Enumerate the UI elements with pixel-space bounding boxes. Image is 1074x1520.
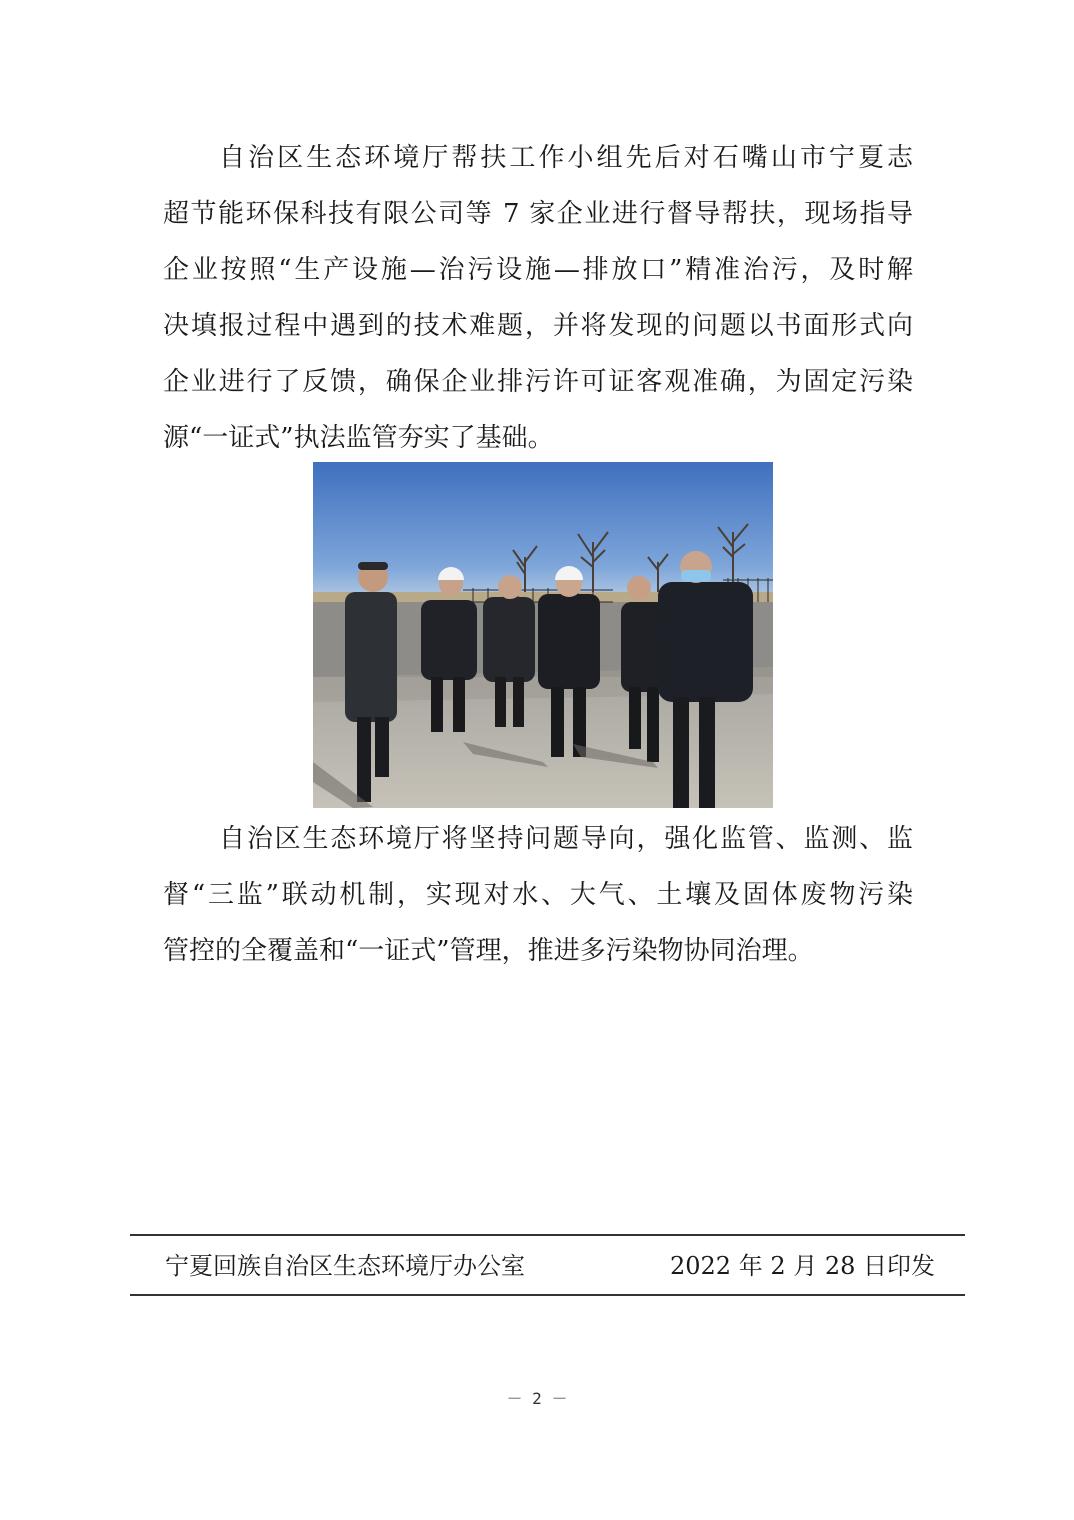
paragraph-line: 决填报过程中遇到的技术难题，并将发现的问题以书面形式向: [163, 311, 913, 341]
paragraph-assistance: [163, 130, 913, 466]
paragraph-line: 企业按照“生产设施—治污设施—排放口”精准治污，及时解: [163, 255, 913, 285]
footer-bottom-rule: [130, 1294, 965, 1296]
paragraph-commitment: [163, 811, 913, 979]
paragraph-line: 自治区生态环境厅将坚持问题导向，强化监管、监测、监: [219, 824, 913, 854]
paragraph-line: 企业进行了反馈，确保企业排污许可证客观准确，为固定污染: [163, 367, 913, 397]
site-visit-photo: [313, 462, 773, 808]
paragraph-line: 超节能环保科技有限公司等 7 家企业进行督导帮扶，现场指导: [163, 199, 913, 229]
footer-issue-date: 2022 年 2 月 28 日印发: [670, 1252, 936, 1280]
page-number: － 2 －: [506, 1389, 568, 1408]
paragraph-line: 源“一证式”执法监管夯实了基础。: [163, 423, 554, 453]
footer-top-rule: [130, 1234, 965, 1236]
paragraph-line: 督“三监”联动机制，实现对水、大气、土壤及固体废物污染: [163, 880, 913, 910]
footer-organization: 宁夏回族自治区生态环境厅办公室: [165, 1252, 525, 1280]
paragraph-line: 自治区生态环境厅帮扶工作小组先后对石嘴山市宁夏志: [219, 143, 913, 173]
paragraph-line: 管控的全覆盖和“一证式”管理，推进多污染物协同治理。: [163, 936, 814, 966]
